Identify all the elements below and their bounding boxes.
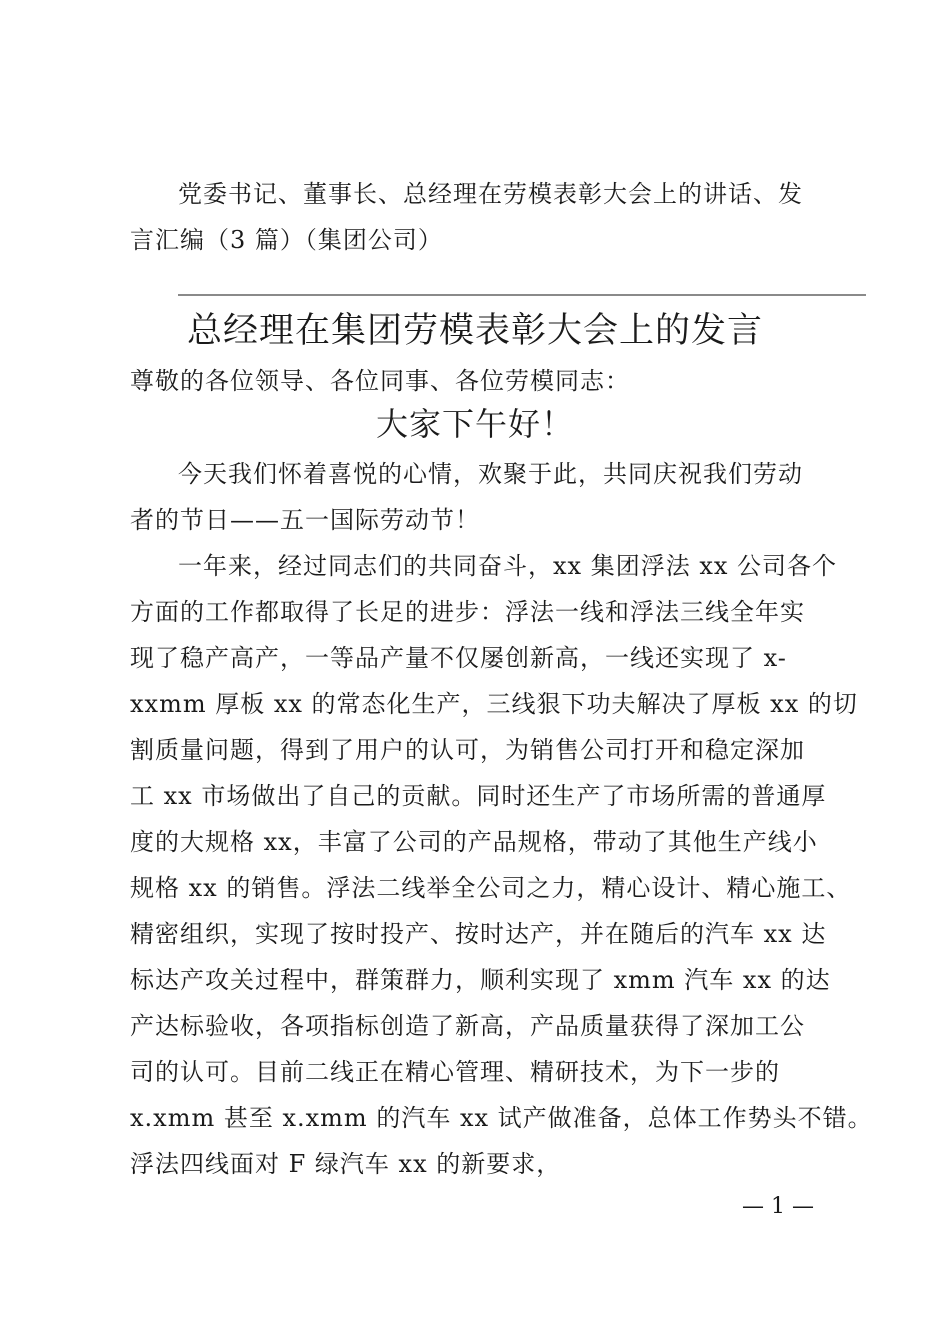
paragraph-2-line: 产达标验收，各项指标创造了新高，产品质量获得了深加工公 — [130, 1012, 805, 1040]
paragraph-2-line: 割质量问题，得到了用户的认可，为销售公司打开和稳定深加 — [130, 736, 805, 764]
salutation: 尊敬的各位领导、各位同事、各位劳模同志： — [130, 367, 630, 395]
paragraph-2-line: x.xmm 甚至 x.xmm 的汽车 xx 试产做准备，总体工作势头不错。 — [130, 1104, 873, 1132]
paragraph-1-line: 今天我们怀着喜悦的心情，欢聚于此，共同庆祝我们劳动 — [178, 460, 803, 488]
heading-divider — [178, 294, 866, 296]
paragraph-2-line: 度的大规格 xx，丰富了公司的产品规格，带动了其他生产线小 — [130, 828, 818, 856]
paragraph-2-line: 精密组织，实现了按时投产、按时达产，并在随后的汽车 xx 达 — [130, 920, 827, 948]
document-heading-line-1: 党委书记、董事长、总经理在劳模表彰大会上的讲话、发 — [178, 180, 803, 208]
paragraph-2-line: 一年来，经过同志们的共同奋斗，xx 集团浮法 xx 公司各个 — [178, 552, 838, 580]
paragraph-2-line: 司的认可。目前二线正在精心管理、精研技术，为下一步的 — [130, 1058, 780, 1086]
paragraph-2-line: 工 xx 市场做出了自己的贡献。同时还生产了市场所需的普通厚 — [130, 782, 827, 810]
paragraph-2-line: 现了稳产高产，一等品产量不仅屡创新高，一线还实现了 x- — [130, 644, 787, 672]
greeting: 大家下午好！ — [375, 405, 574, 443]
paragraph-2-line: 标达产攻关过程中，群策群力，顺利实现了 xmm 汽车 xx 的达 — [130, 966, 831, 994]
speech-title: 总经理在集团劳模表彰大会上的发言 — [186, 311, 763, 351]
paragraph-2-line: xxmm 厚板 xx 的常态化生产，三线狠下功夫解决了厚板 xx 的切 — [130, 690, 858, 718]
document-heading-line-2: 言汇编（3 篇）（集团公司） — [130, 226, 443, 254]
paragraph-2-line: 方面的工作都取得了长足的进步：浮法一线和浮法三线全年实 — [130, 598, 805, 626]
page-number: — 1 — — [742, 1194, 814, 1219]
paragraph-1-line: 者的节日——五一国际劳动节！ — [130, 506, 480, 534]
paragraph-2-line: 规格 xx 的销售。浮法二线举全公司之力，精心设计、精心施工、 — [130, 874, 852, 902]
paragraph-2-line: 浮法四线面对 F 绿汽车 xx 的新要求， — [130, 1150, 562, 1178]
